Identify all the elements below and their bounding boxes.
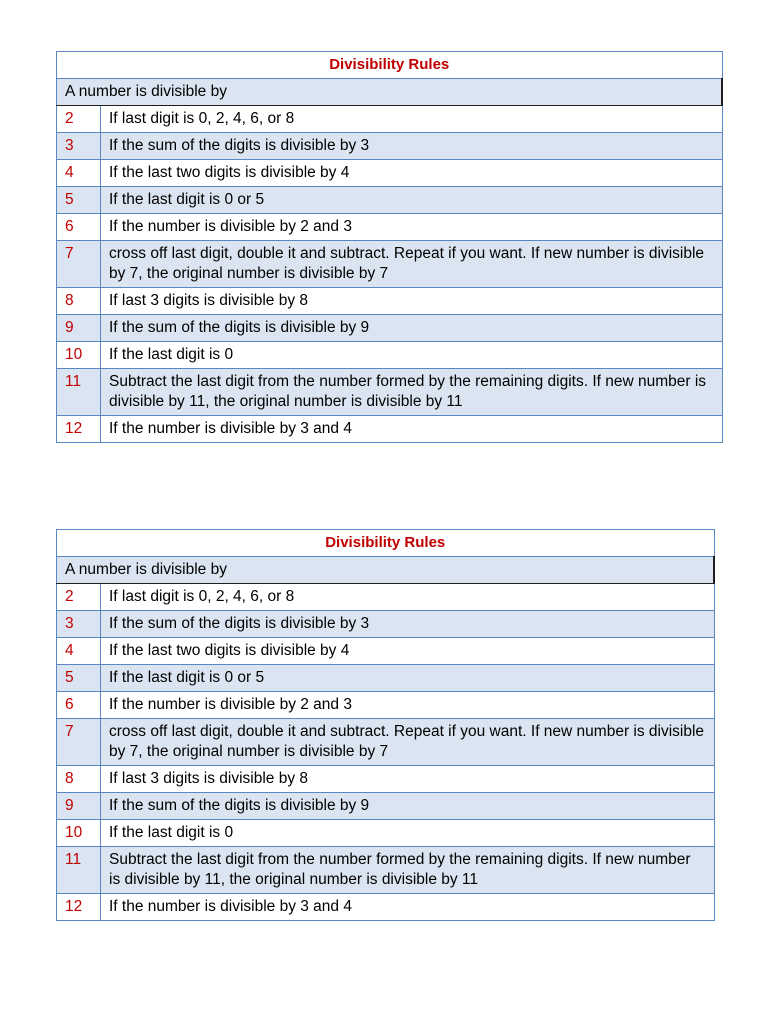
divisor-number: 7 xyxy=(57,719,101,766)
divisor-number: 2 xyxy=(57,106,101,133)
divisor-number: 9 xyxy=(57,793,101,820)
rule-text: If the last digit is 0 or 5 xyxy=(101,187,723,214)
rule-text: If the last digit is 0 xyxy=(101,342,723,369)
rule-text: If the last two digits is divisible by 4 xyxy=(101,638,715,665)
rule-text: If the sum of the digits is divisible by 9 xyxy=(101,315,723,342)
table-title-row xyxy=(57,52,723,79)
table-row xyxy=(57,766,715,793)
rule-text: If last 3 digits is divisible by 8 xyxy=(101,288,723,315)
rule-text: If the number is divisible by 3 and 4 xyxy=(101,416,723,443)
table-row xyxy=(57,288,723,315)
table-row xyxy=(57,584,715,611)
divisor-number: 6 xyxy=(57,692,101,719)
divisor-number: 12 xyxy=(57,416,101,443)
divisor-number: 6 xyxy=(57,214,101,241)
table-subheading-row xyxy=(57,557,715,584)
table-row xyxy=(57,611,715,638)
table-title: Divisibility Rules xyxy=(57,52,723,79)
divisor-number: 11 xyxy=(57,847,101,894)
rule-text: If last digit is 0, 2, 4, 6, or 8 xyxy=(101,584,715,611)
table-row xyxy=(57,241,723,288)
table-row xyxy=(57,369,723,416)
rule-text: If the sum of the digits is divisible by 3 xyxy=(101,133,723,160)
table-row xyxy=(57,187,723,214)
table-row xyxy=(57,847,715,894)
rule-text: If last digit is 0, 2, 4, 6, or 8 xyxy=(101,106,723,133)
table-title: Divisibility Rules xyxy=(57,530,715,557)
divisor-number: 8 xyxy=(57,288,101,315)
divisibility-rules-table-1 xyxy=(56,51,723,443)
table-row xyxy=(57,894,715,921)
divisor-number: 4 xyxy=(57,638,101,665)
table-subheading: A number is divisible by xyxy=(57,79,723,106)
table-row xyxy=(57,692,715,719)
divisor-number: 10 xyxy=(57,820,101,847)
divisibility-rules-table-2 xyxy=(56,529,715,921)
table-row xyxy=(57,638,715,665)
divisor-number: 12 xyxy=(57,894,101,921)
divisor-number: 5 xyxy=(57,665,101,692)
rule-text: If the last digit is 0 xyxy=(101,820,715,847)
rule-text: Subtract the last digit from the number formed by the remaining digits. If new number is divisible by 11, the original number is divisible by 11 xyxy=(101,847,715,894)
divisor-number: 3 xyxy=(57,133,101,160)
divisor-number: 3 xyxy=(57,611,101,638)
divisor-number: 10 xyxy=(57,342,101,369)
rule-text: If the sum of the digits is divisible by 9 xyxy=(101,793,715,820)
divisor-number: 5 xyxy=(57,187,101,214)
table-row xyxy=(57,315,723,342)
rule-text: cross off last digit, double it and subtract. Repeat if you want. If new number is divisible by 7, the original number is divisible by 7 xyxy=(101,719,715,766)
divisor-number: 7 xyxy=(57,241,101,288)
divisor-number: 8 xyxy=(57,766,101,793)
rule-text: If the last digit is 0 or 5 xyxy=(101,665,715,692)
table-title-row xyxy=(57,530,715,557)
table-subheading: A number is divisible by xyxy=(57,557,715,584)
divisor-number: 4 xyxy=(57,160,101,187)
table-row xyxy=(57,719,715,766)
rule-text: cross off last digit, double it and subtract. Repeat if you want. If new number is divisible by 7, the original number is divisible by 7 xyxy=(101,241,723,288)
table-subheading-row xyxy=(57,79,723,106)
table-row xyxy=(57,416,723,443)
rule-text: Subtract the last digit from the number formed by the remaining digits. If new number is divisible by 11, the original number is divisible by 11 xyxy=(101,369,723,416)
table-row xyxy=(57,820,715,847)
rule-text: If the last two digits is divisible by 4 xyxy=(101,160,723,187)
rule-text: If the number is divisible by 3 and 4 xyxy=(101,894,715,921)
table-row xyxy=(57,665,715,692)
divisor-number: 9 xyxy=(57,315,101,342)
table-row xyxy=(57,214,723,241)
table-row xyxy=(57,793,715,820)
rule-text: If the number is divisible by 2 and 3 xyxy=(101,692,715,719)
divisor-number: 11 xyxy=(57,369,101,416)
rule-text: If the sum of the digits is divisible by 3 xyxy=(101,611,715,638)
rule-text: If last 3 digits is divisible by 8 xyxy=(101,766,715,793)
rule-text: If the number is divisible by 2 and 3 xyxy=(101,214,723,241)
table-row xyxy=(57,106,723,133)
divisor-number: 2 xyxy=(57,584,101,611)
table-row xyxy=(57,160,723,187)
table-row xyxy=(57,133,723,160)
table-row xyxy=(57,342,723,369)
